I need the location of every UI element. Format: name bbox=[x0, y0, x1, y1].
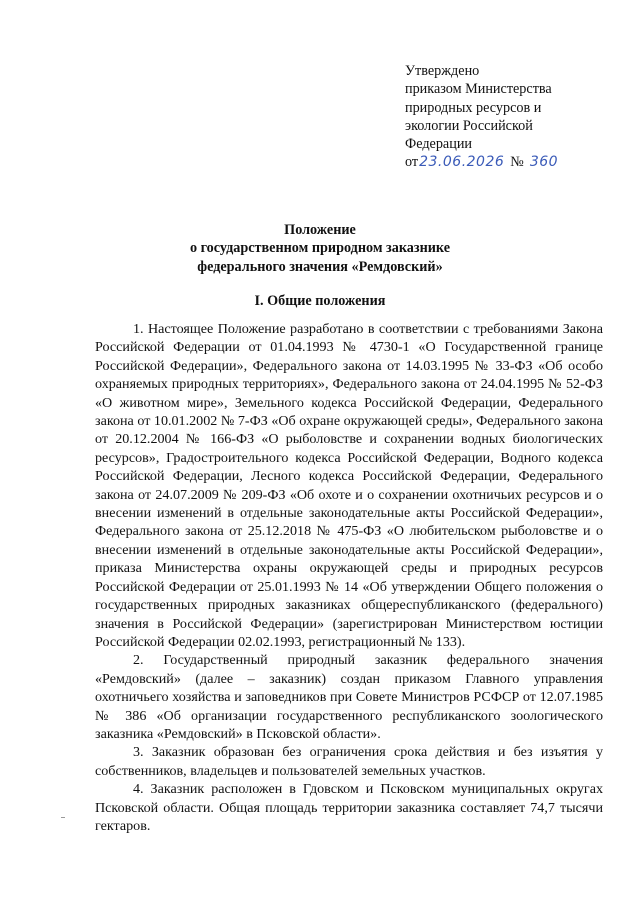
paragraph-3: 3. Заказник образован без ограничения срока действия и без изъятия у собственников, владельцев и пользователей земельных участков. bbox=[95, 744, 603, 779]
title-line-2: о государственном природном заказнике bbox=[189, 240, 451, 257]
approval-date-line bbox=[405, 153, 595, 171]
number-prefix: № bbox=[510, 154, 524, 171]
paragraph-2: 2. Государственный природный заказник федерального значения «Ремдовский» (далее – заказник) создан приказом Главного управления охотничьего хозяйства и заповедников при Совете Министров РСФСР от 12.07.1985 № 386 «Об организации государственного республиканского зоологического заказника «Ремдовский» в Псковской области». bbox=[95, 652, 603, 742]
document-title bbox=[0, 221, 640, 276]
approval-line-5: Федерации bbox=[405, 136, 473, 153]
section-heading: I. Общие положения bbox=[254, 293, 386, 309]
approval-line-1: Утверждено bbox=[405, 63, 480, 79]
approval-line-3: природных ресурсов и bbox=[405, 99, 542, 116]
scan-speck bbox=[61, 817, 65, 818]
approval-line-2: приказом Министерства bbox=[405, 81, 552, 98]
paragraph-1: 1. Настоящее Положение разработано в соответствии с требованиями Закона Российской Федерации от 01.04.1993 № 4730-1 «О Государственной границе Российской Федерации», Федерального закона от 14.03.1995 № 33-ФЗ «Об особо охраняемых природных территориях», Федерального закона от 24.04.1995 № 52-ФЗ «О животном мире», Земельного кодекса Российской Федерации, Федерального закона от 10.01.2002 № 7-ФЗ «Об охране окружающей среды», Федерального закона от 20.12.2004 № 166-ФЗ «О рыболовстве и сохранении водных биологических ресурсов», Градостроительного кодекса Российской Федерации, Водного кодекса Российской Федерации, Лесного кодекса Российской Федерации, Федерального закона от 24.07.2009 № 209-ФЗ «Об охоте и о сохранении охотничьих ресурсов и о внесении изменений в отдельные законодательные акты Российской Федерации», Федерального закона от 25.12.2018 № 475-ФЗ «О любительском рыболовстве и о внесении изменений в отдельные законодательные акты Российской Федерации», приказа Министерства охраны окружающей среды и природных ресурсов Российской Федерации от 25.01.1993 № 14 «Об утверждении Общего положения о государственных природных заказниках общереспубликанского (федерального) значения в Российской Федерации» (зарегистрирован Министерством юстиции Российской Федерации 02.02.1993, регистрационный № 133). bbox=[95, 321, 603, 650]
date-prefix: от bbox=[405, 154, 419, 171]
paragraph-4: 4. Заказник расположен в Гдовском и Псковском муниципальных округах Псковской области. Общая площадь территории заказника составляет 74,7 тысячи гектаров. bbox=[95, 781, 603, 834]
title-line-3: федерального значения «Ремдовский» bbox=[197, 258, 443, 275]
document-body bbox=[95, 320, 603, 835]
handwritten-date: 23.06.2026 bbox=[419, 154, 505, 171]
approval-line-4: экологии Российской bbox=[405, 117, 533, 134]
title-line-1: Положение bbox=[284, 222, 356, 238]
approval-block bbox=[405, 62, 595, 172]
handwritten-number: 360 bbox=[529, 154, 559, 171]
